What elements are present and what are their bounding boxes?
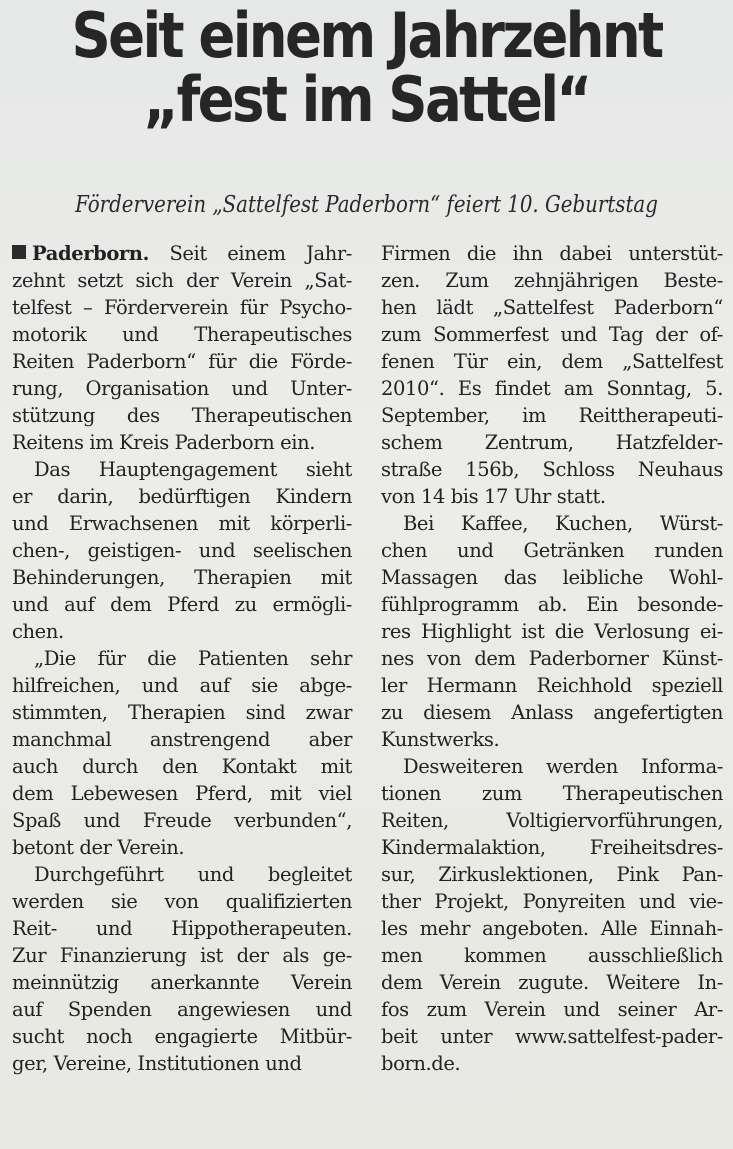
- text-line: manchmal anstrengend aber: [12, 728, 352, 751]
- text-line: dem Lebewesen Pferd, mit viel: [12, 782, 352, 805]
- text-line: von 14 bis 17 Uhr statt.: [381, 485, 606, 508]
- text-line: sur, Zirkuslektionen, Pink Pan-: [381, 863, 723, 886]
- text-line: auch durch den Kontakt mit: [12, 755, 352, 778]
- text-line: Behinderungen, Therapien mit: [12, 566, 352, 589]
- text-line: hilfreichen, und auf sie abge-: [12, 674, 352, 697]
- text-line: 2010“. Es findet am Sonntag, 5.: [381, 377, 723, 400]
- text-line: Kindermalaktion, Freiheitsdres-: [381, 836, 723, 859]
- text-line: Bei Kaffee, Kuchen, Würst-: [403, 512, 723, 535]
- text-line: zu diesem Anlass angefertigten: [381, 701, 723, 724]
- text-line: men kommen ausschließlich: [381, 944, 723, 967]
- text-line: Kunstwerks.: [381, 728, 500, 751]
- text-line: fühlprogramm ab. Ein besonde-: [381, 593, 723, 616]
- text-line: Durchgeführt und begleitet: [34, 863, 352, 886]
- article-column-right: [381, 240, 723, 1077]
- text-line: ther Projekt, Ponyreiten und vie-: [381, 890, 723, 913]
- text-line: Paderborn. Seit einem Jahr-: [12, 240, 352, 267]
- headline-line-1: Seit einem Jahrzehnt: [71, 0, 662, 72]
- text-line: ger, Vereine, Institutionen und: [12, 1052, 302, 1075]
- text-line: chen-, geistigen- und seelischen: [12, 539, 352, 562]
- article-headline: [44, 0, 689, 136]
- square-bullet-icon: [12, 245, 26, 259]
- text-line: meinnützig anerkannte Verein: [12, 971, 352, 994]
- text-line: auf Spenden angewiesen und: [12, 998, 352, 1021]
- text-line: Reitens im Kreis Paderborn ein.: [12, 431, 316, 454]
- text-line: nes von dem Paderborner Künst-: [381, 647, 723, 670]
- text-line: stimmten, Therapien sind zwar: [12, 701, 352, 724]
- text-line: fos zum Verein und seiner Ar-: [381, 998, 723, 1021]
- text-line: er darin, bedürftigen Kindern: [12, 485, 352, 508]
- text-line: ler Hermann Reichhold speziell: [381, 674, 723, 697]
- text-line: born.de.: [381, 1052, 461, 1075]
- text-line: res Highlight ist die Verlosung ei-: [381, 620, 723, 643]
- text-line: Firmen die ihn dabei unterstüt-: [381, 242, 723, 265]
- text-line: chen und Getränken runden: [381, 539, 723, 562]
- text-line: zen. Zum zehnjährigen Beste-: [381, 269, 723, 292]
- text-line: stützung des Therapeutischen: [12, 404, 352, 427]
- article-subheadline: Förderverein „Sattelfest Paderborn“ feiert 10. Geburtstag: [75, 192, 658, 218]
- text-line: und auf dem Pferd zu ermögli-: [12, 593, 352, 616]
- dateline: Paderborn.: [32, 242, 149, 265]
- text-line: Spaß und Freude verbunden“,: [12, 809, 352, 832]
- text-line: schem Zentrum, Hatzfelder-: [381, 431, 723, 454]
- text-line: chen.: [12, 620, 64, 643]
- text-line: tionen zum Therapeutischen: [381, 782, 723, 805]
- text-line: „Die für die Patienten sehr: [34, 647, 352, 670]
- text-line: straße 156b, Schloss Neuhaus: [381, 458, 723, 481]
- text-line: Desweiteren werden Informa-: [403, 755, 723, 778]
- text-line: und Erwachsenen mit körperli-: [12, 512, 352, 535]
- headline-line-2: „fest im Sattel“: [143, 63, 590, 136]
- text-line: zehnt setzt sich der Verein „Sat-: [12, 269, 352, 292]
- text-line: sucht noch engagierte Mitbür-: [12, 1025, 352, 1048]
- text-line: telfest – Förderverein für Psycho-: [12, 296, 352, 319]
- text-line: Massagen das leibliche Wohl-: [381, 566, 723, 589]
- text-line: motorik und Therapeutisches: [12, 323, 352, 346]
- text-line: Reiten Paderborn“ für die Förde-: [12, 350, 352, 373]
- text-line: Das Hauptengagement sieht: [34, 458, 352, 481]
- text-line: Reiten, Voltigiervorführungen,: [381, 809, 723, 832]
- text-line: hen lädt „Sattelfest Paderborn“: [381, 296, 723, 319]
- text-line: fenen Tür ein, dem „Sattelfest: [381, 350, 723, 373]
- text-line: dem Verein zugute. Weitere In-: [381, 971, 723, 994]
- text-line: beit unter www.sattelfest-pader-: [381, 1025, 723, 1048]
- text-line: Reit- und Hippotherapeuten.: [12, 917, 352, 940]
- text-line: September, im Reittherapeuti-: [381, 404, 723, 427]
- article-column-left: [12, 240, 352, 1077]
- text-line: rung, Organisation und Unter-: [12, 377, 352, 400]
- text-line: les mehr angeboten. Alle Einnah-: [381, 917, 723, 940]
- text-line: werden sie von qualifizierten: [12, 890, 352, 913]
- text-line: zum Sommerfest und Tag der of-: [381, 323, 723, 346]
- text-line: Zur Finanzierung ist der als ge-: [12, 944, 352, 967]
- text-line: betont der Verein.: [12, 836, 185, 859]
